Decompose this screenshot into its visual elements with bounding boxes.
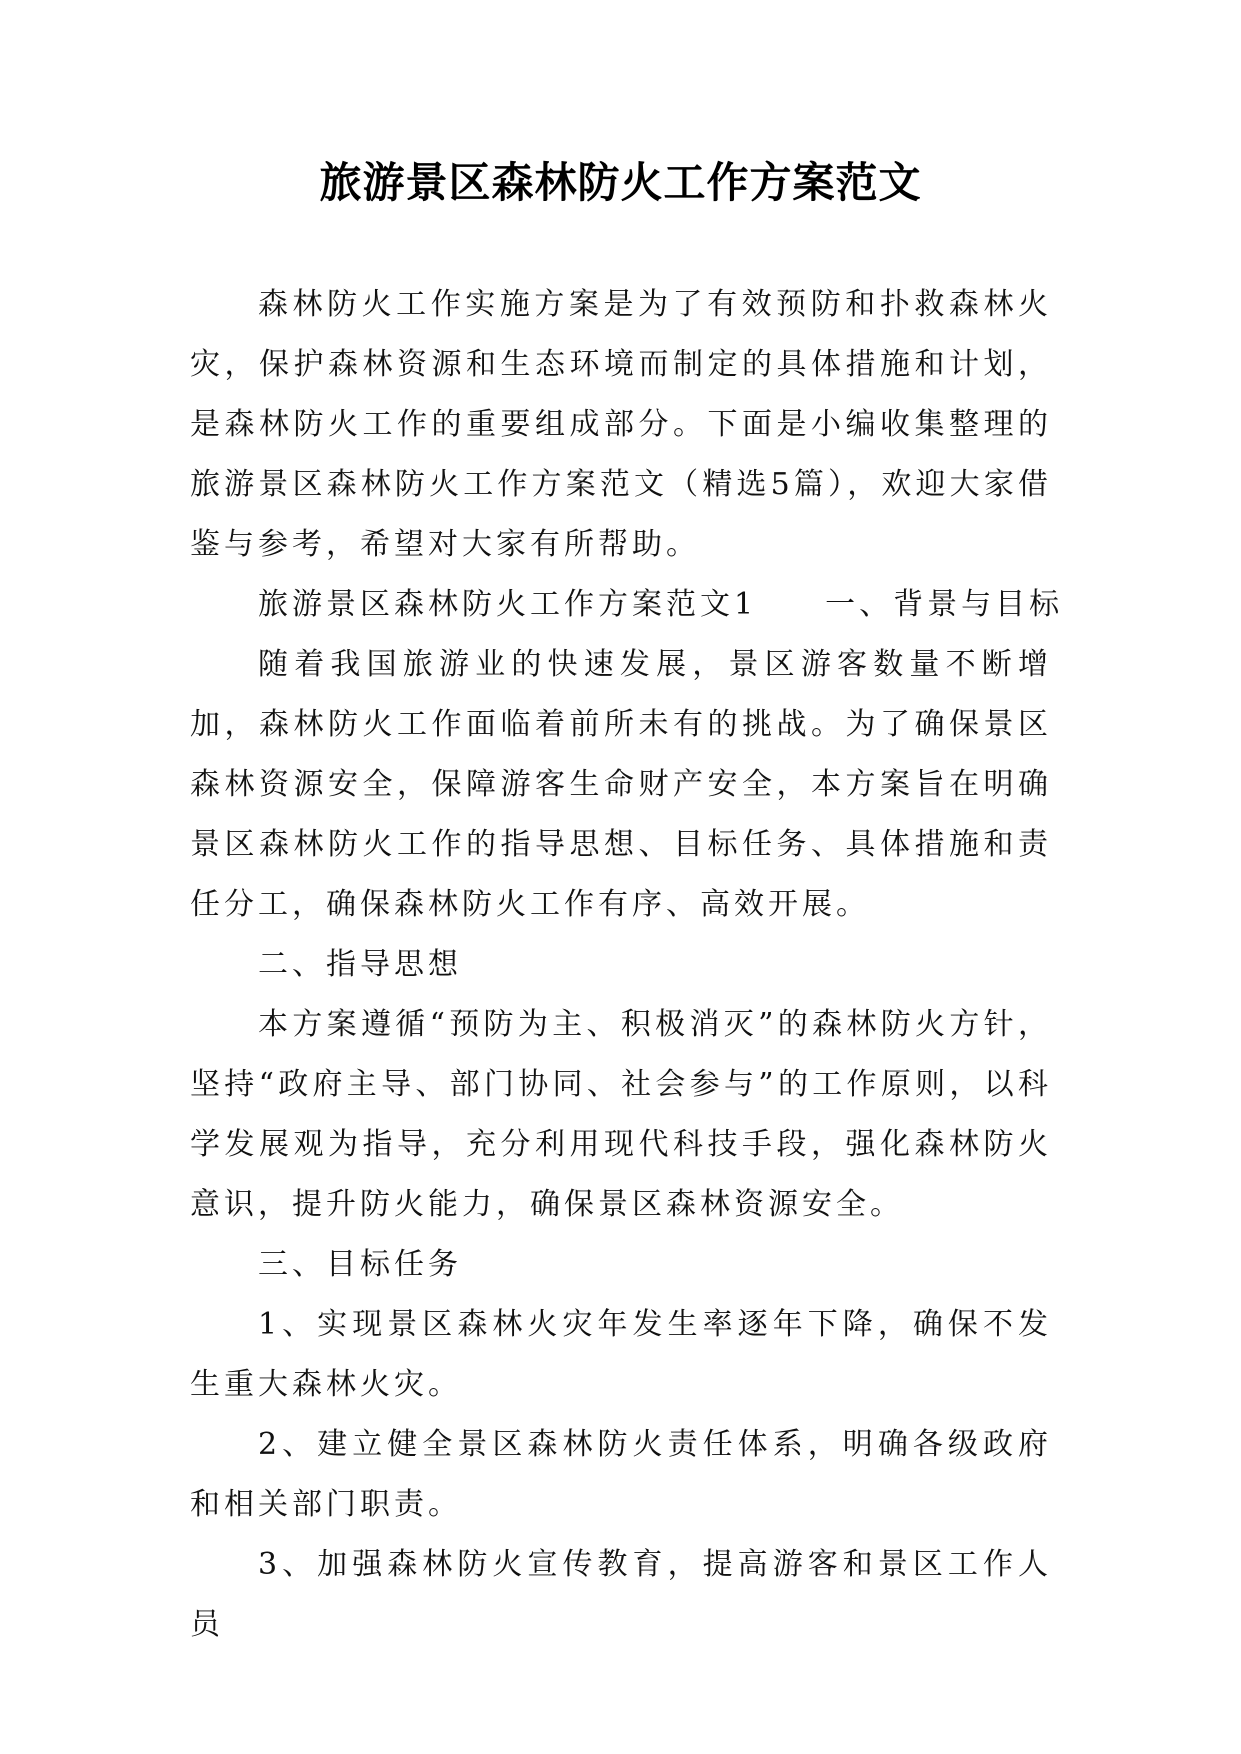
target-item-3: 3、加强森林防火宣传教育，提高游客和景区工作人员 [190, 1547, 1052, 1642]
guiding-ideology-paragraph: 本方案遵循“预防为主、积极消灭”的森林防火方针，坚持“政府主导、部门协同、社会参与”的工作原则，以科学发展观为指导，充分利用现代科技手段，强化森林防火意识，提升防火能力，确保景区森林资源安全。 [190, 1007, 1052, 1222]
target-item-1: 1、实现景区森林火灾年发生率逐年下降，确保不发生重大森林火灾。 [190, 1307, 1052, 1402]
target-item-2: 2、建立健全景区森林防火责任体系，明确各级政府和相关部门职责。 [190, 1427, 1052, 1522]
intro-paragraph: 森林防火工作实施方案是为了有效预防和扑救森林火灾，保护森林资源和生态环境而制定的具体措施和计划，是森林防火工作的重要组成部分。下面是小编收集整理的旅游景区森林防火工作方案范文（精选5篇），欢迎大家借鉴与参考，希望对大家有所帮助。 [190, 287, 1052, 562]
section-heading-sample-1: 旅游景区森林防火工作方案范文1 一、背景与目标 [258, 587, 1064, 622]
section-heading-guiding-ideology: 二、指导思想 [258, 947, 462, 982]
document-body [190, 275, 1064, 1655]
document-title: 旅游景区森林防火工作方案范文 [319, 158, 922, 207]
section-heading-targets: 三、目标任务 [258, 1247, 462, 1282]
background-paragraph: 随着我国旅游业的快速发展，景区游客数量不断增加，森林防火工作面临着前所未有的挑战。为了确保景区森林资源安全，保障游客生命财产安全，本方案旨在明确景区森林防火工作的指导思想、目标任务、具体措施和责任分工，确保森林防火工作有序、高效开展。 [190, 647, 1052, 922]
